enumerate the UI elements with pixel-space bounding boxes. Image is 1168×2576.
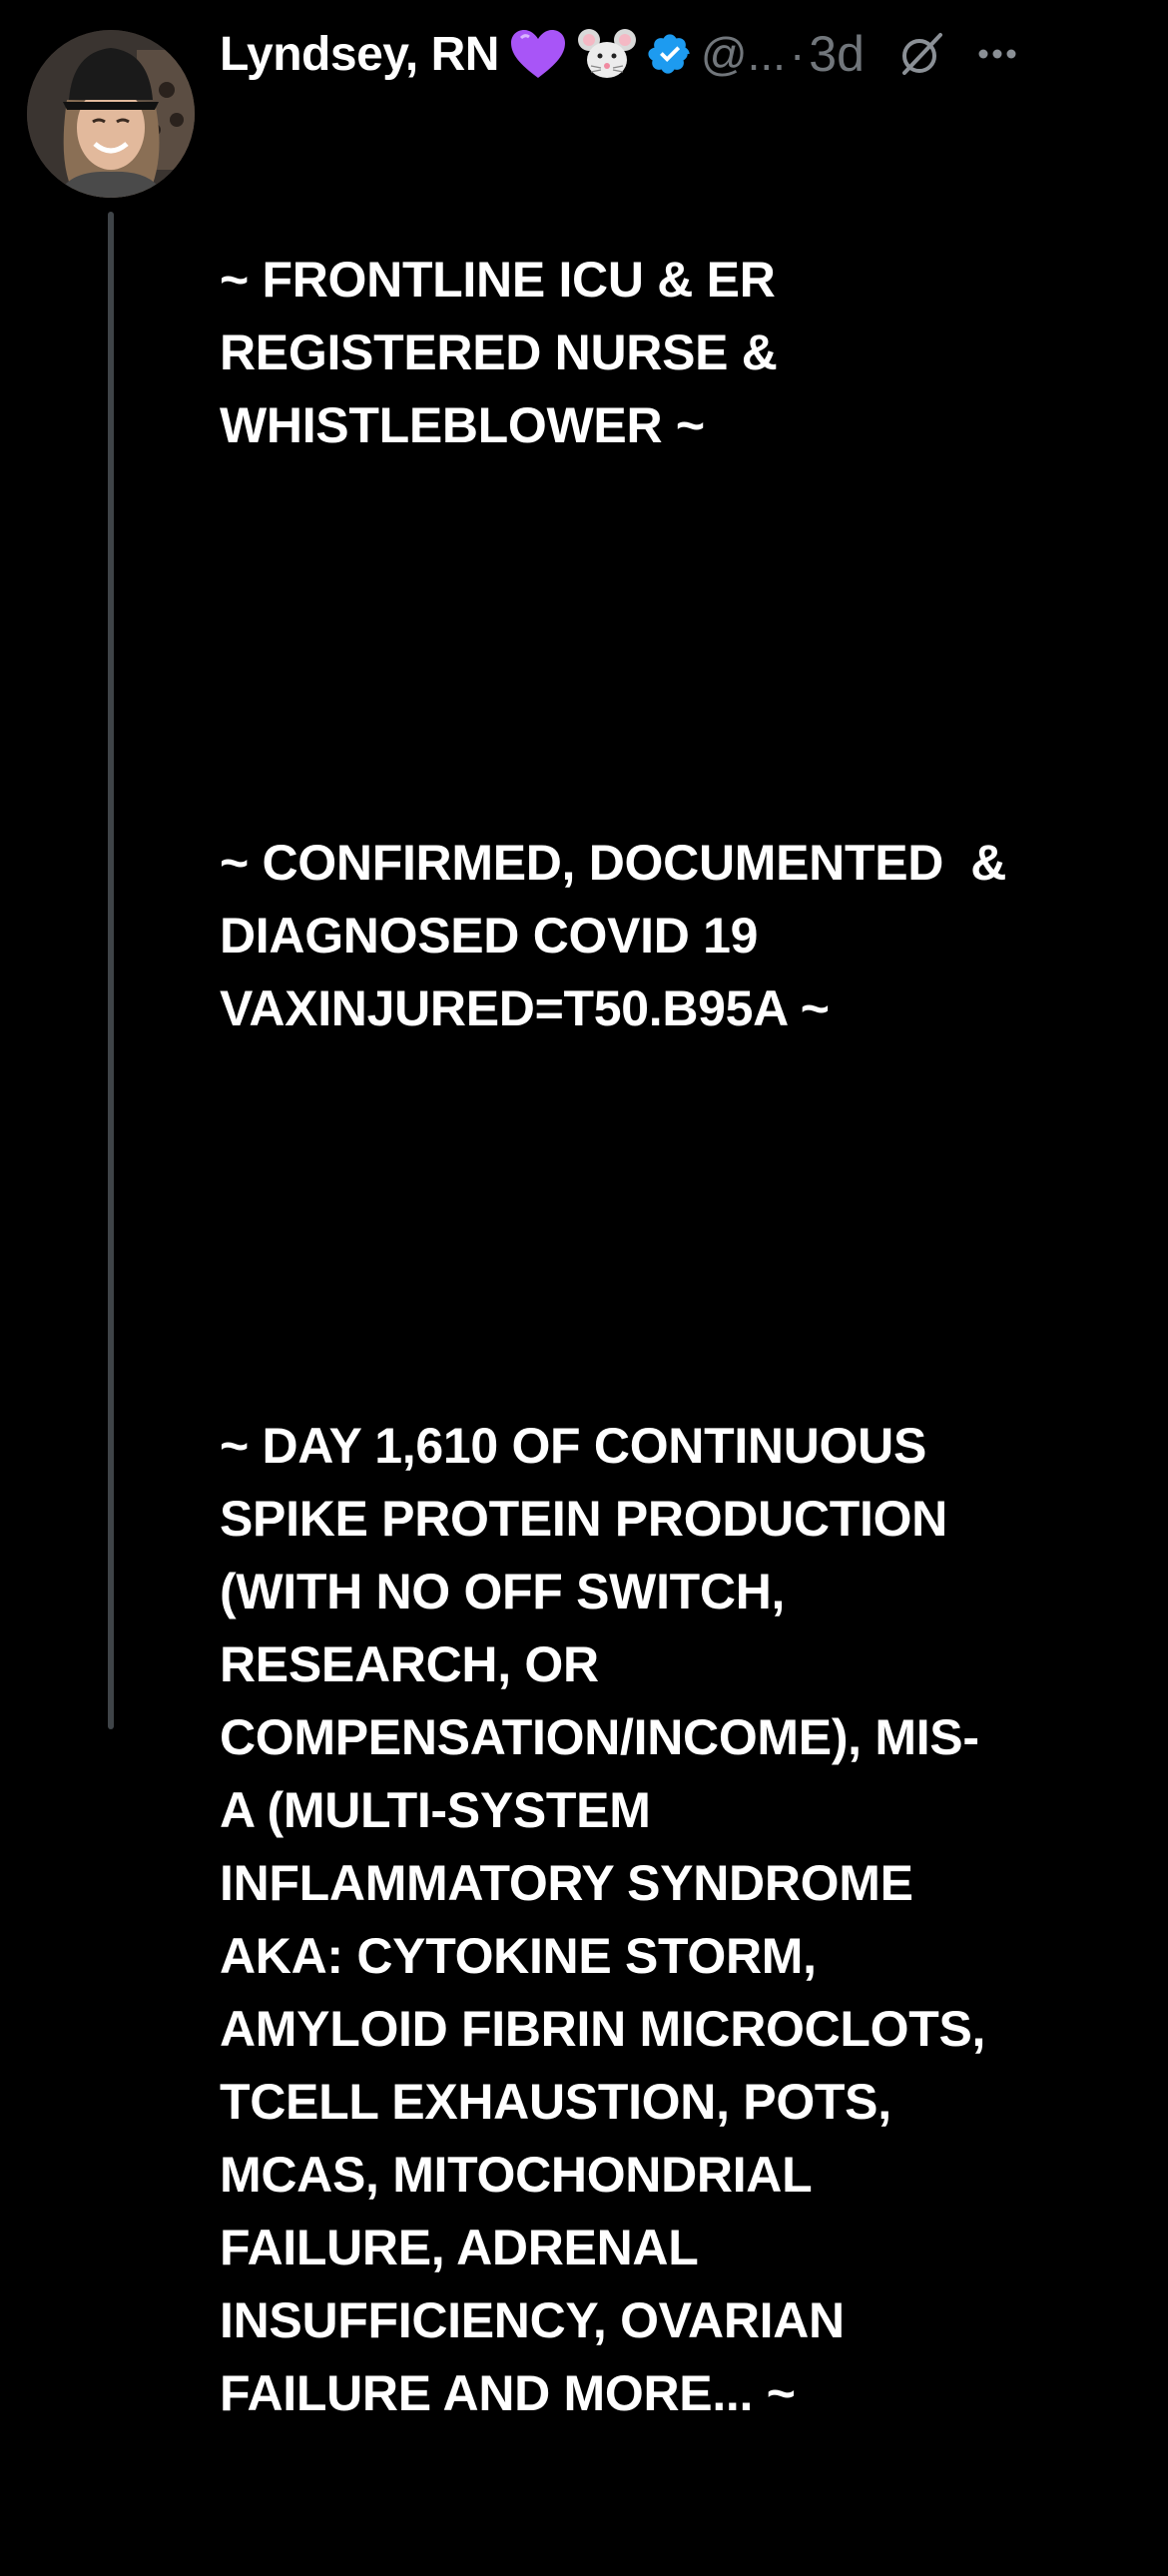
avatar[interactable] bbox=[27, 30, 195, 198]
avatar-column bbox=[27, 30, 195, 1713]
more-icon[interactable] bbox=[978, 48, 1016, 60]
separator-dot: · bbox=[789, 28, 806, 80]
tweet-paragraph-2: ~ CONFIRMED, DOCUMENTED & DIAGNOSED COVID 19 VAXINJURED=T50.B95A ~ bbox=[220, 835, 1007, 1036]
tweet-content bbox=[220, 18, 1148, 2576]
paragraph-spacer bbox=[220, 1191, 1148, 1264]
verified-badge-icon[interactable] bbox=[647, 31, 693, 77]
purple-heart-icon bbox=[509, 28, 567, 80]
tweet-paragraph-1: ~ FRONTLINE ICU & ER REGISTERED NURSE & WHISTLEBLOWER ~ bbox=[220, 252, 778, 453]
tweet-text bbox=[220, 98, 1148, 2576]
timestamp[interactable]: 3d bbox=[809, 26, 865, 82]
display-name[interactable]: Lyndsey, RN bbox=[220, 27, 499, 81]
paragraph-spacer bbox=[220, 608, 1148, 681]
mouse-face-icon bbox=[577, 26, 637, 82]
thread-line bbox=[108, 212, 114, 1729]
handle[interactable]: @... bbox=[700, 28, 786, 80]
tweet-paragraph-3: ~ DAY 1,610 OF CONTINUOUS SPIKE PROTEIN PRODUCTION (WITH NO OFF SWITCH, RESEARCH, OR COMPENSATION/INCOME), MIS- A (MULTI-SYSTEM INFLAMMATORY SYNDROME AKA: CYTOKINE STORM, AMYLOID FIBRIN MICROCLOTS, TCELL EXHAUSTION, POTS, MCAS, MITOCHONDRIAL FAILURE, ADRENAL INSUFFICIENCY, OVARIAN FAILURE AND MORE... ~ bbox=[220, 1418, 986, 2421]
grok-icon[interactable] bbox=[898, 31, 944, 77]
avatar-image bbox=[27, 30, 195, 198]
tweet-header bbox=[220, 18, 1148, 90]
